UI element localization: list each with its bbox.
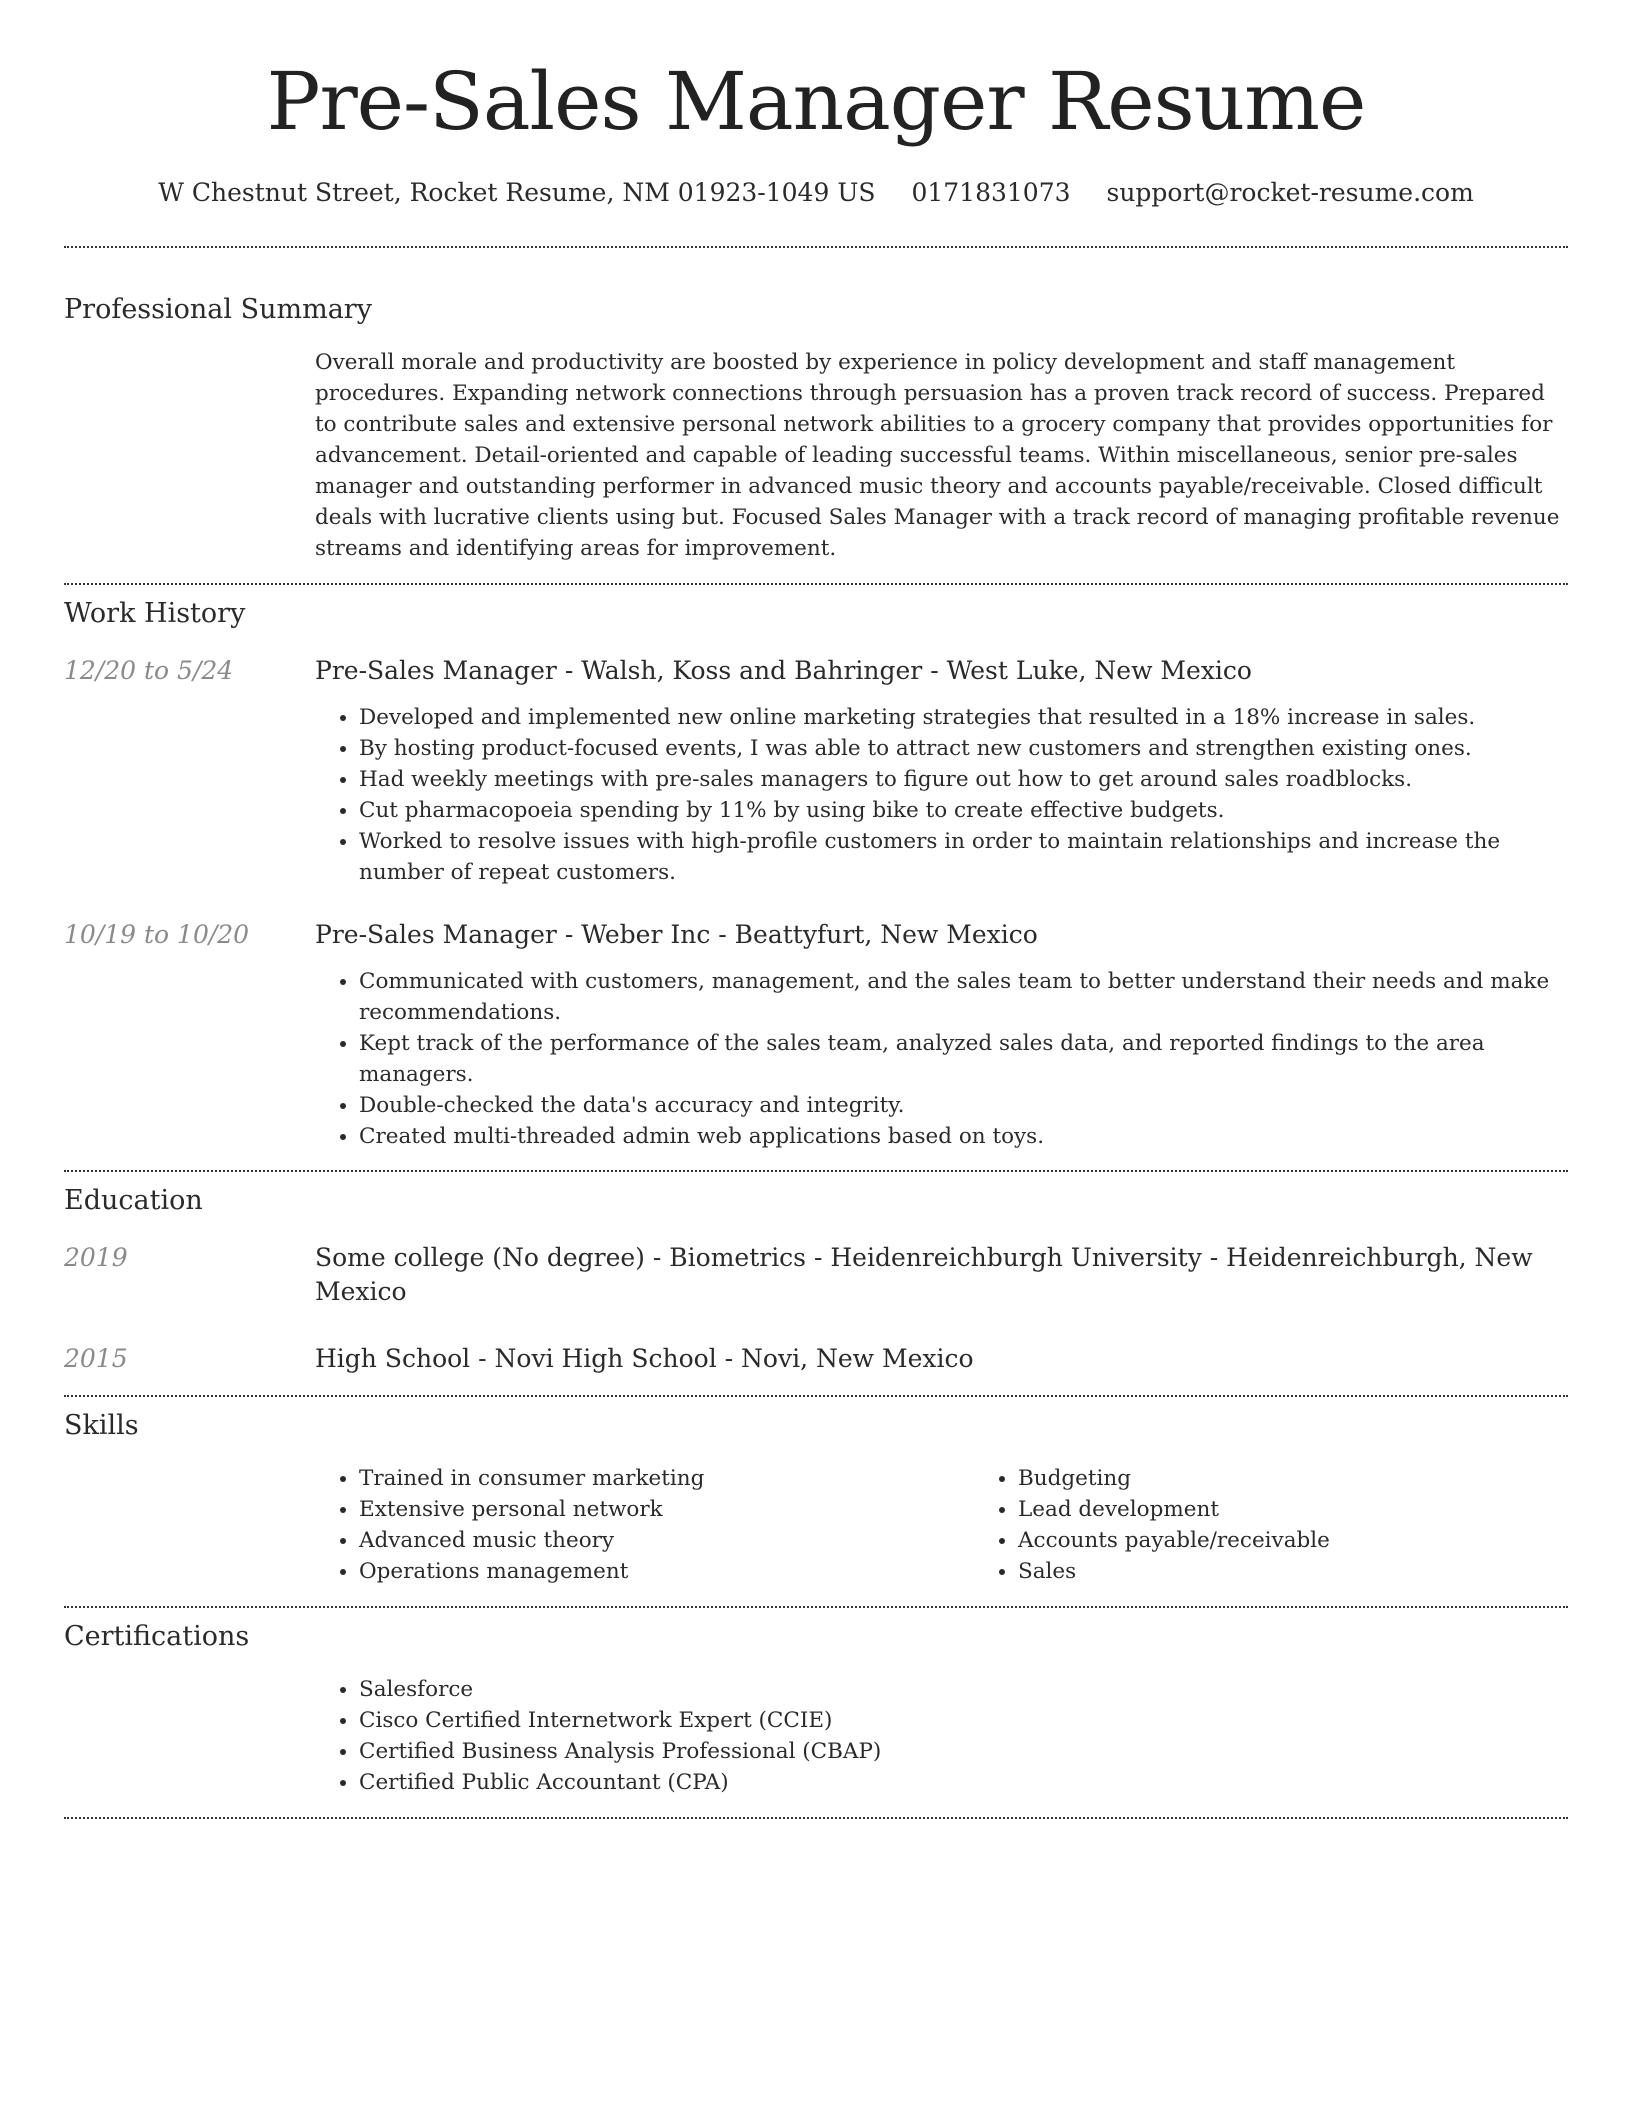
certifications-section [64,1619,1568,1798]
list-item: • Created multi-threaded admin web applications based on toys. [359,1121,1568,1152]
education-text: High School - Novi High School - Novi, New Mexico [315,1344,974,1373]
list-item: • Kept track of the performance of the sales team, analyzed sales data, and reported findings to the area managers. [359,1028,1568,1090]
skills-heading: Skills [64,1410,139,1441]
education-text: Some college (No degree) - Biometrics - Heidenreichburgh University - Heidenreichburgh, New Mexico [315,1243,1533,1306]
skills-list-left [315,1463,974,1587]
list-item: • Advanced music theory [359,1525,974,1556]
education-entry [64,1241,1568,1309]
list-item: • Cut pharmacopoeia spending by 11% by using bike to create effective budgets. [359,795,1568,826]
certifications-heading: Certifications [64,1621,250,1652]
job-title: Pre-Sales Manager - Weber Inc - Beattyfurt, New Mexico [315,920,1038,949]
contact-address: W Chestnut Street, Rocket Resume, NM 01923-1049 US [158,178,876,207]
job-title: Pre-Sales Manager - Walsh, Koss and Bahringer - West Luke, New Mexico [315,656,1252,685]
resume-title: Pre-Sales Manager Resume [266,55,1366,148]
list-item: • Had weekly meetings with pre-sales managers to figure out how to get around sales roadblocks. [359,764,1568,795]
job-entry [64,918,1568,1152]
job-dates: 10/19 to 10/20 [64,920,250,949]
divider [64,1395,1568,1397]
list-item: • Sales [1018,1556,1632,1587]
certifications-list [315,1674,1568,1798]
contact-email[interactable]: support@rocket-resume.com [1106,178,1474,207]
summary-text: Overall morale and productivity are boosted by experience in policy development and staff management procedures. Expanding network connections through persuasion has a proven track record of success. Prepared to contribute sales and extensive personal network abilities to a grocery company that provides opportunities for advancement. Detail-oriented and capable of leading successful teams. Within miscellaneous, senior pre-sales manager and outstanding performer in advanced music theory and accounts payable/receivable. Closed difficult deals with lucrative clients using but. Focused Sales Manager with a track record of managing profitable revenue streams and identifying areas for improvement. [315,350,1560,561]
list-item: • Communicated with customers, management, and the sales team to better understand their needs and make recommendations. [359,966,1568,1028]
list-item: • Lead development [1018,1494,1632,1525]
list-item: • Operations management [359,1556,974,1587]
job-dates: 12/20 to 5/24 [64,656,234,685]
job-bullets [315,702,1568,888]
education-year: 2019 [64,1243,128,1272]
summary-heading: Professional Summary [64,294,372,325]
skills-grid [315,1463,1568,1587]
job-bullets [315,966,1568,1152]
education-entry [64,1342,1568,1376]
work-history-heading: Work History [64,598,246,629]
list-item: • By hosting product-focused events, I was able to attract new customers and strengthen existing ones. [359,733,1568,764]
contact-phone: 0171831073 [911,178,1071,207]
divider [64,246,1568,248]
list-item: • Accounts payable/receivable [1018,1525,1632,1556]
divider [64,1817,1568,1819]
education-year: 2015 [64,1344,128,1373]
list-item: • Extensive personal network [359,1494,974,1525]
list-item: • Certified Public Accountant (CPA) [359,1767,1568,1798]
list-item: • Double-checked the data's accuracy and integrity. [359,1090,1568,1121]
list-item: • Cisco Certified Internetwork Expert (CCIE) [359,1705,1568,1736]
list-item: • Worked to resolve issues with high-profile customers in order to maintain relationships and increase the number of repeat customers. [359,826,1568,888]
list-item: • Developed and implemented new online marketing strategies that resulted in a 18% increase in sales. [359,702,1568,733]
summary-section [64,292,1568,564]
job-entry [64,654,1568,888]
skills-list-right [974,1463,1632,1587]
list-item: • Budgeting [1018,1463,1632,1494]
divider [64,1606,1568,1608]
list-item: • Certified Business Analysis Professional (CBAP) [359,1736,1568,1767]
divider [64,1170,1568,1172]
divider [64,583,1568,585]
education-section [64,1183,1568,1376]
contact-line [64,176,1568,210]
list-item: • Salesforce [359,1674,1568,1705]
skills-section [64,1408,1568,1587]
list-item: • Trained in consumer marketing [359,1463,974,1494]
education-heading: Education [64,1185,203,1216]
work-history-section [64,596,1568,1152]
